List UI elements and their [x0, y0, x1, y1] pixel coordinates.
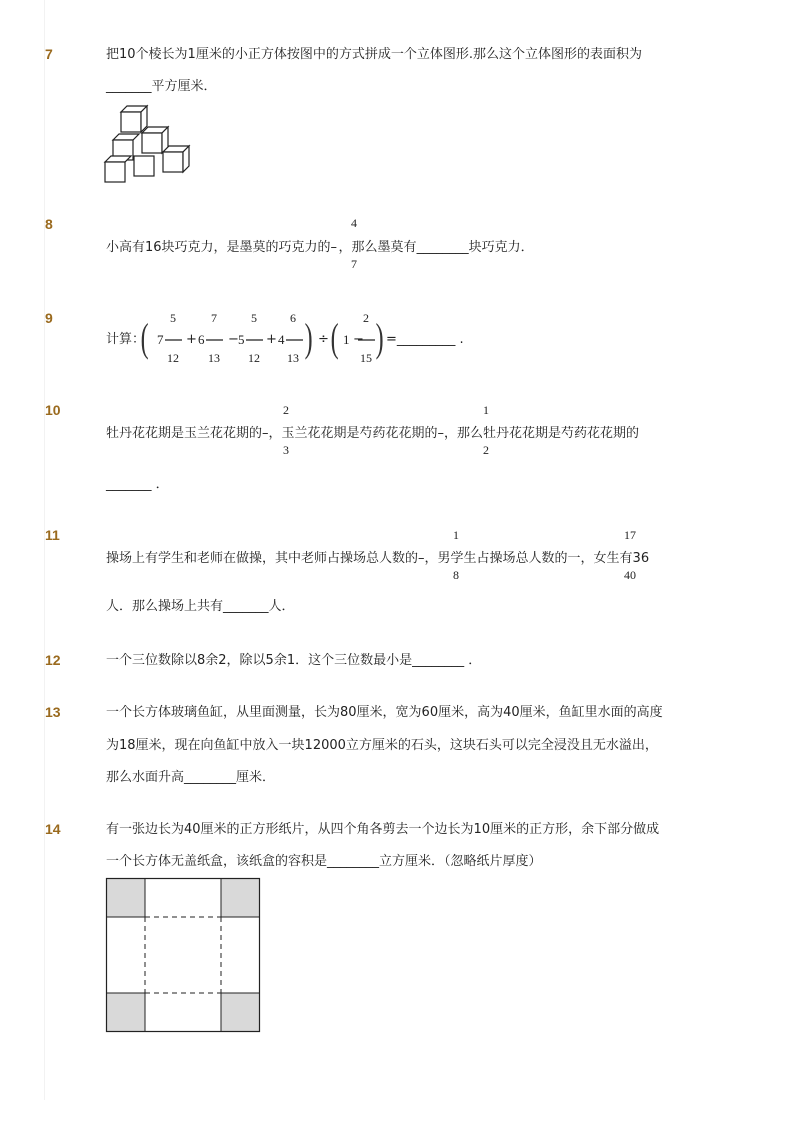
- right-paren: ): [304, 315, 313, 360]
- question-11-line1: [106, 551, 649, 567]
- question-7-line1: 把10个棱长为1厘米的小正方体按图中的方式拼成一个立体图形.那么这个立体图形的表面积为: [106, 47, 642, 62]
- q11-text1: 操场上有学生和老师在做操，其中老师占操场总人数的: [106, 551, 419, 566]
- q10-text3: ，那么牡丹花花期是芍药花花期的: [444, 426, 640, 441]
- q8-text-before: 小高有16块巧克力，是墨莫的巧克力的: [106, 240, 331, 255]
- question-12-text: [106, 653, 481, 669]
- right-paren-2: ): [375, 315, 384, 360]
- q9-term4-whole: 4: [278, 332, 285, 347]
- q11-frac1-den: 8: [453, 568, 459, 582]
- question-12-number: 12: [45, 652, 61, 668]
- fraction-numerator: 4: [351, 216, 357, 230]
- q10-frac2-den: 2: [483, 443, 489, 457]
- question-13-number: 13: [45, 704, 61, 720]
- question-7-suffix: 平方厘米．: [151, 79, 217, 94]
- fraction-bar-slot: 一: [567, 551, 581, 566]
- question-14-line2: [106, 854, 542, 870]
- question-10-line1: [106, 426, 639, 442]
- q10-text1: 牡丹花花期是玉兰花花期的: [106, 426, 263, 441]
- answer-blank[interactable]: _______: [106, 477, 152, 492]
- answer-blank[interactable]: ________: [412, 653, 465, 668]
- q9-minus: −: [353, 332, 364, 347]
- q11-text3: ，女生有36: [580, 551, 650, 566]
- q11-frac2-num: 17: [624, 528, 636, 542]
- q9-term4-bar: [286, 339, 304, 341]
- question-7-number: 7: [45, 46, 53, 62]
- q9-label: 计算：: [106, 332, 146, 347]
- q9-term4-num: 6: [290, 311, 296, 325]
- corner-square-top-left: [107, 879, 146, 918]
- q13-line3-prefix: 那么水面升高: [106, 770, 185, 785]
- q11-line2-prefix: 人．那么操场上共有: [106, 599, 224, 614]
- answer-blank[interactable]: ________: [327, 854, 380, 869]
- q9-term3-whole: 5: [238, 332, 245, 347]
- q11-frac2-den: 40: [624, 568, 636, 582]
- q9-term5-num: 2: [363, 311, 369, 325]
- q9-op1: +: [186, 332, 197, 347]
- cube-stack-figure: [104, 102, 196, 192]
- paper-square-diagram: [106, 878, 262, 1034]
- question-14-number: 14: [45, 821, 61, 837]
- corner-square-bottom-right: [221, 993, 260, 1032]
- q12-text: 一个三位数除以8余2，除以5余1．这个三位数最小是: [106, 653, 413, 668]
- q8-text-end: 块巧克力．: [468, 240, 534, 255]
- q11-line2-suffix: 人．: [268, 599, 295, 614]
- q9-op3: +: [266, 332, 277, 347]
- q13-line3-suffix: 厘米．: [236, 770, 276, 785]
- question-11-number: 11: [45, 527, 60, 543]
- q9-term5-den: 15: [360, 351, 372, 365]
- q10-text2: ，玉兰花花期是芍药花花期的: [268, 426, 438, 441]
- q9-term2-den: 13: [208, 351, 220, 365]
- q9-term1-whole: 7: [157, 332, 164, 347]
- question-10-number: 10: [45, 402, 61, 418]
- question-11-line2: [106, 599, 295, 615]
- question-13-line1: 一个长方体玻璃鱼缸，从里面测量，长为80厘米，宽为60厘米，高为40厘米，鱼缸里水面的高度: [106, 705, 663, 720]
- q9-term2-bar: [206, 339, 224, 341]
- q14-line2-prefix: 一个长方体无盖纸盒，该纸盒的容积是: [106, 854, 328, 869]
- q11-text2: ，男学生占操场总人数的: [424, 551, 568, 566]
- q9-term1-bar: [165, 339, 183, 341]
- q9-one: 1: [343, 332, 350, 347]
- q9-term3-bar: [246, 339, 264, 341]
- q9-term4-den: 13: [287, 351, 299, 365]
- q9-answer: [386, 332, 464, 348]
- q9-term2-num: 7: [211, 311, 217, 325]
- question-13-line2: 为18厘米，现在向鱼缸中放入一块12000立方厘米的石头，这块石头可以完全浸没且无水溢出，: [106, 738, 658, 753]
- equals-sign: =: [386, 332, 397, 347]
- q12-end: ．: [468, 653, 482, 668]
- fraction-bar-slot: –: [262, 426, 269, 441]
- q9-term3-num: 5: [251, 311, 257, 325]
- q11-frac1-num: 1: [453, 528, 459, 542]
- question-8-text: [106, 240, 534, 256]
- q10-frac2-num: 1: [483, 403, 489, 417]
- answer-blank[interactable]: _______: [106, 79, 152, 94]
- q9-term2-whole: 6: [198, 332, 205, 347]
- q10-frac1-den: 3: [283, 443, 289, 457]
- question-7-line2: [106, 79, 217, 95]
- answer-blank[interactable]: ________: [184, 770, 237, 785]
- answer-blank[interactable]: ________: [416, 240, 469, 255]
- q9-term3-den: 12: [248, 351, 260, 365]
- q10-frac1-num: 2: [283, 403, 289, 417]
- q9-term1-num: 5: [170, 311, 176, 325]
- corner-square-bottom-left: [107, 993, 146, 1032]
- fraction-bar-slot: –: [330, 240, 338, 255]
- q9-term5-bar: [358, 339, 376, 341]
- answer-blank[interactable]: _________: [396, 332, 456, 347]
- answer-blank[interactable]: _______: [223, 599, 269, 614]
- question-13-line3: [106, 770, 275, 786]
- q9-divide: ÷: [318, 332, 329, 347]
- q8-text-after: ，那么墨莫有: [338, 240, 417, 255]
- fraction-bar-slot: –: [418, 551, 425, 566]
- fraction-bar-slot: –: [437, 426, 445, 441]
- q9-term1-den: 12: [167, 351, 179, 365]
- question-8-number: 8: [45, 216, 53, 232]
- left-paren: (: [140, 315, 149, 360]
- corner-square-top-right: [221, 879, 260, 918]
- question-10-line2: [106, 477, 169, 493]
- q10-end: ．: [155, 477, 169, 492]
- q9-op2: −: [228, 332, 239, 347]
- question-9-number: 9: [45, 310, 53, 326]
- left-paren-2: (: [330, 315, 339, 360]
- margin-rule: [44, 0, 45, 1100]
- fraction-denominator: 7: [351, 257, 357, 271]
- q9-end: .: [459, 332, 464, 347]
- q14-line2-suffix: 立方厘米．（忽略纸片厚度）: [379, 854, 542, 869]
- question-14-line1: 有一张边长为40厘米的正方形纸片，从四个角各剪去一个边长为10厘米的正方形，余下部分做成: [106, 822, 660, 837]
